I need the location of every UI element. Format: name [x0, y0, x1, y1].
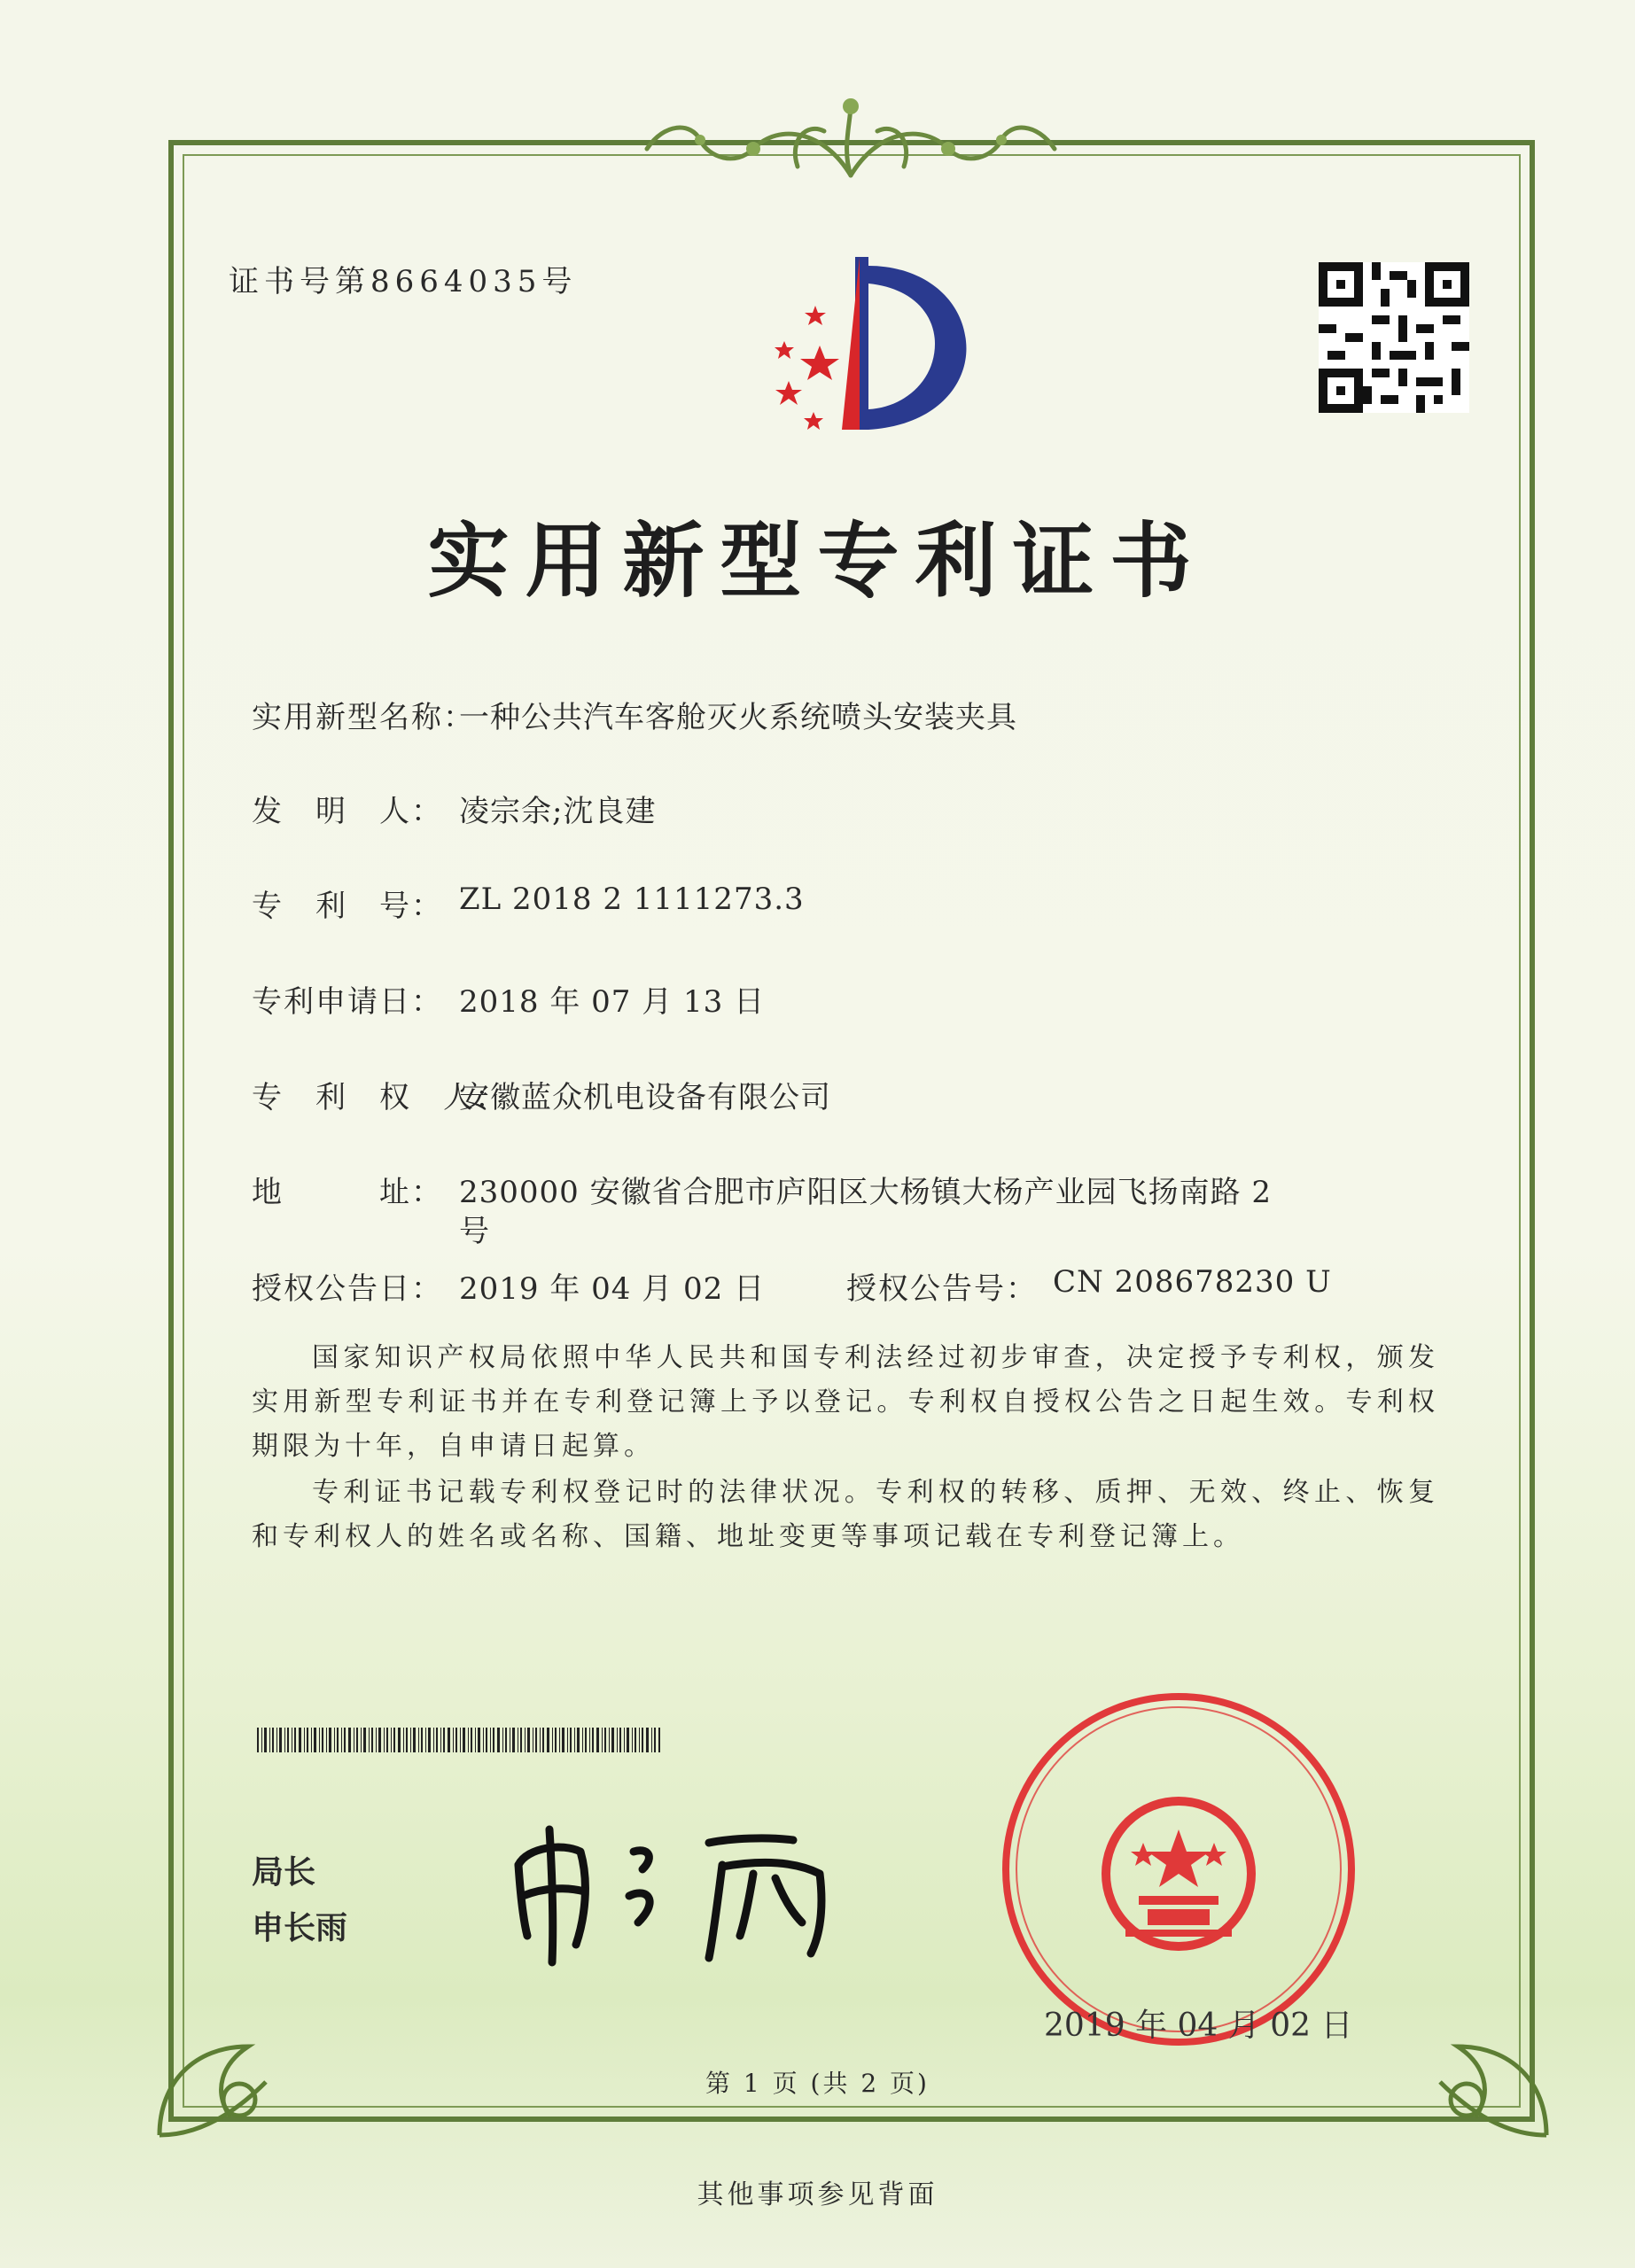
statement-paragraph: 专利证书记载专利权登记时的法律状况。专利权的转移、质押、无效、终止、恢复和专利权人的姓名或名称、国籍、地址变更等事项记载在专利登记簿上。	[252, 1477, 1439, 1552]
field-label-patentee: 专 利 权 人：	[252, 1080, 507, 1115]
field-label-address: 地 址：	[252, 1175, 443, 1210]
page-indicator: 第 1 页 (共 2 页)	[705, 2069, 930, 2098]
field-label-inventor: 发 明 人：	[252, 794, 443, 829]
barcode-icon	[257, 1728, 660, 1752]
certificate-title: 实用新型专利证书	[427, 513, 1208, 609]
field-label-application-date: 专利申请日：	[252, 984, 443, 1020]
handwritten-signature	[501, 1812, 855, 1971]
director-title: 局长	[252, 1854, 316, 1891]
top-ornament-icon	[620, 96, 1081, 184]
field-label-grant-date: 授权公告日：	[252, 1271, 443, 1307]
statement-paragraph: 国家知识产权局依照中华人民共和国专利法经过初步审查，决定授予专利权，颁发实用新型专利证书并在专利登记簿上予以登记。专利权自授权公告之日起生效。专利权期限为十年，自申请日起算。	[252, 1342, 1439, 1462]
field-label-patent-number: 专 利 号：	[252, 889, 443, 924]
field-value-application-date: 2018 年 07 月 13 日	[459, 984, 766, 1020]
field-value-announce-number: CN 208678230 U	[1053, 1264, 1332, 1300]
field-value-utility-model-name: 一种公共汽车客舱灭火系统喷头安装夹具	[459, 700, 1017, 735]
certificate-number: 证书号第8664035号	[229, 264, 578, 299]
field-value-patent-number: ZL 2018 2 1111273.3	[459, 882, 805, 917]
field-value-inventor: 凌宗余;沈良建	[459, 794, 657, 829]
field-value-grant-date: 2019 年 04 月 02 日	[459, 1271, 766, 1307]
footer-note: 其他事项参见背面	[697, 2179, 938, 2210]
field-value-address-cont: 号	[459, 1214, 490, 1249]
field-value-patentee: 安徽蓝众机电设备有限公司	[459, 1080, 831, 1115]
national-emblem-icon	[1106, 1801, 1251, 1946]
field-label-utility-model-name: 实用新型名称：	[252, 700, 475, 735]
official-seal-icon	[993, 1683, 1365, 2055]
field-label-announce-number: 授权公告号：	[846, 1271, 1038, 1307]
field-value-address: 230000 安徽省合肥市庐阳区大杨镇大杨产业园飞扬南路 2	[459, 1175, 1273, 1210]
qr-code-icon	[1319, 262, 1469, 413]
director-name: 申长雨	[252, 1910, 348, 1946]
seal-date: 2019 年 04 月 02 日	[1044, 2008, 1353, 2044]
cnipa-logo-icon	[736, 248, 975, 443]
